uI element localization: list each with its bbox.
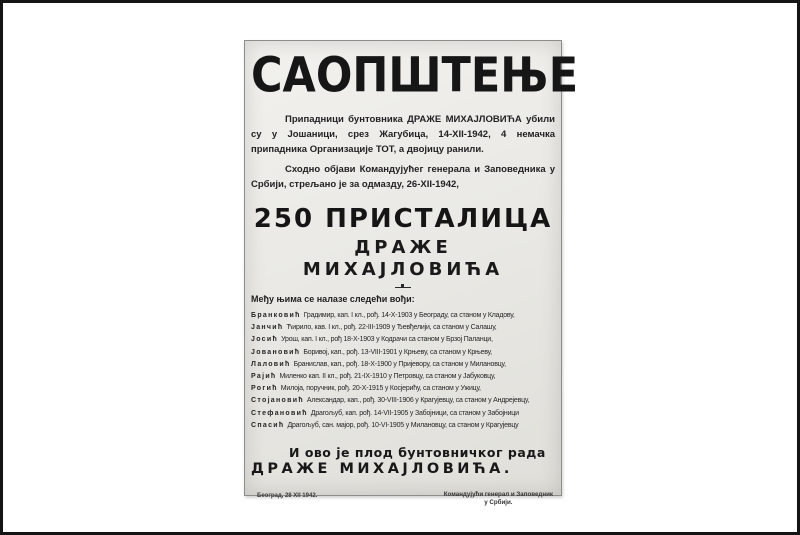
leader-name: Јанчић: [251, 324, 284, 332]
leaders-list: [251, 310, 555, 432]
poster-title: САОПШТЕЊЕ: [251, 48, 579, 104]
leader-details: Ћирило, кав. I кл., рођ. 22-III-1909 у Ђевђелији, са станом у Салашу,: [286, 324, 497, 332]
leader-row: [251, 347, 555, 359]
leader-row: [251, 310, 555, 322]
leader-row: [251, 322, 555, 334]
leader-details: Драгољуб, кап. рођ. 14-VII-1905 у Забојници, са станом у Забојници: [310, 409, 519, 417]
footer-signature-line2: у Србији.: [484, 499, 513, 507]
poster-footer: [251, 491, 555, 507]
leader-name: Бранковић: [251, 312, 301, 319]
list-intro: Међу њима се налазе следећи вођи:: [251, 294, 415, 304]
leader-row: [251, 359, 555, 371]
leader-details: Урош, кап. I кл., рођ 18-X-1903 у Кодрачи са станом у Брзој Паланци,: [281, 336, 493, 344]
leader-name: Спасић: [251, 421, 285, 429]
leader-name: Јосић: [251, 336, 279, 344]
divider-ornament: [395, 287, 411, 288]
leader-details: Милоја, поручник, рођ. 20-X-1915 у Косјерићу, са станом у Ужицу,: [280, 385, 481, 393]
leader-name: Јовановић: [251, 348, 301, 356]
leader-row: [251, 334, 555, 346]
leader-row: [251, 420, 555, 432]
closing-line-1: И ово је плод бунтовничког рада: [289, 445, 546, 461]
leader-details: Миленко кап. II кл., рођ. 21-IX-1910 у Петровцу, са станом у Јабуковцу,: [279, 373, 496, 381]
leader-name: Стојановић: [251, 397, 304, 405]
scanned-poster: [244, 40, 579, 507]
leader-details: Драгољуб, сан. мајор, рођ. 10-VI-1905 у Милановцу, са станом у Крагујевцу: [287, 421, 519, 429]
order-paragraph: Сходно објави Командујућег генерала и Заповедника у Србији, стрељано је за одмазду, 26-XII-1942,: [251, 164, 555, 190]
leader-details: Александар, кап., рођ. 30-VIII-1906 у Крагујевцу, са станом у Андрејевцу,: [306, 397, 530, 405]
leader-row: [251, 371, 555, 383]
footer-signature-line1: Командујући генерал и Заповедник: [443, 491, 553, 499]
intro-paragraph: Припадници бунтовника ДРАЖЕ МИХАЈЛОВИЋА убили су у Јошаници, срез Жагубица, 14-XII-1942, 4 немачка припадника Организације ТОТ, а двојицу ранили.: [251, 114, 555, 155]
leader-row: [251, 395, 555, 407]
leader-name: Стефановић: [251, 409, 308, 417]
leader-name: Рајић: [251, 373, 277, 381]
leader-row: [251, 408, 555, 420]
leader-name: Лаловић: [251, 360, 291, 368]
closing-line-2: ДРАЖЕ МИХАЈЛОВИЋА.: [251, 461, 513, 478]
headline-name: ДРАЖЕ МИХАЈЛОВИЋА: [302, 237, 504, 280]
leader-details: Градимир, кап. I кл., рођ. 14-X-1903 у Београду, са станом у Кладову,: [303, 312, 515, 319]
leader-name: Рогић: [251, 385, 278, 393]
footer-date: Београд, 28 XII 1942.: [257, 493, 318, 500]
leader-details: Бранислав, кап., рођ. 18-X-1900 у Пријевору, са станом у Милановцу,: [293, 360, 506, 368]
footer-signature: [444, 491, 553, 507]
leader-details: Боривој, кап., рођ. 13-VIII-1901 у Крњеву, са станом у Крњеву,: [303, 348, 492, 356]
leader-row: [251, 383, 555, 395]
headline-count: 250 ПРИСТАЛИЦА: [253, 204, 553, 234]
